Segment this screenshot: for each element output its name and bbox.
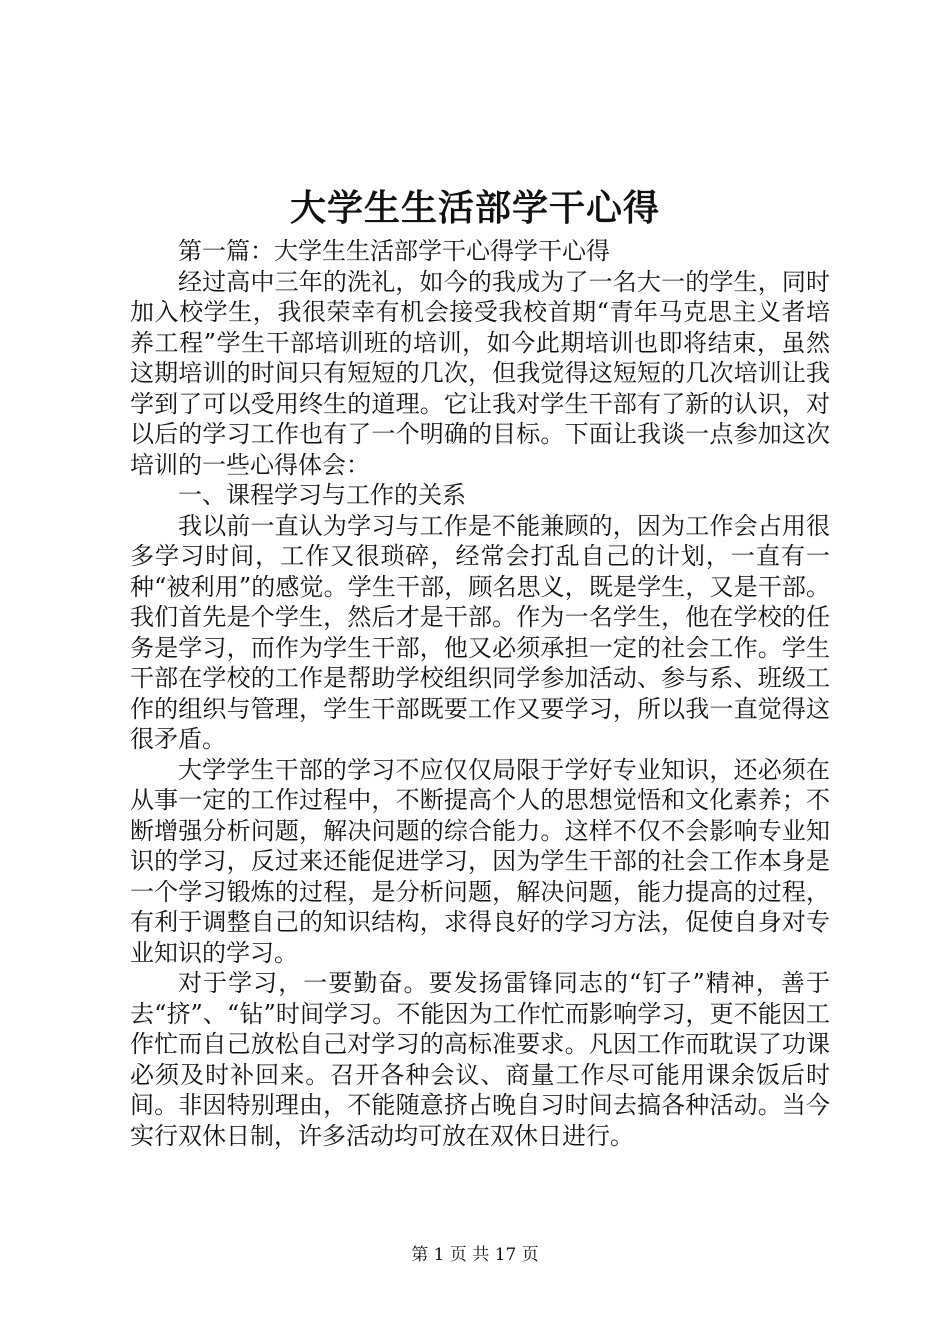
paragraph-diligence: 对于学习，一要勤奋。要发扬雷锋同志的“钉子”精神，善于去“挤”、“钻”时间学习。不能因为工作忙而影响学习，更不能因工作忙而自己放松自己对学习的高标准要求。凡因工作而耽误了功课必须及时补回来。召开各种会议、商量工作尽可能用课余饭后时间。非因特别理由，不能随意挤占晚自习时间去搞各种活动。当今实行双休日制，许多活动均可放在双休日进行。 — [130, 969, 830, 1150]
document-title: 大学生生活部学干心得 — [289, 187, 660, 229]
document-body — [130, 236, 830, 1151]
paragraph-intro: 经过高中三年的洗礼，如今的我成为了一名大一的学生，同时加入校学生，我很荣幸有机会接受我校首期“青年马克思主义者培养工程”学生干部培训班的培训，如今此期培训也即将结束，虽然这期培训的时间只有短短的几次，但我觉得这短短的几次培训让我学到了可以受用终生的道理。它让我对学生干部有了新的认识，对以后的学习工作也有了一个明确的目标。下面让我谈一点参加这次培训的一些心得体会： — [130, 267, 830, 479]
page-number-footer: 第 1 页 共 17 页 — [411, 1245, 539, 1265]
section-subtitle: 第一篇：大学生生活部学干心得学干心得 — [178, 237, 610, 265]
paragraph-learning-scope: 大学学生干部的学习不应仅仅局限于学好专业知识，还必须在从事一定的工作过程中，不断提高个人的思想觉悟和文化素养；不断增强分析问题，解决问题的综合能力。这样不仅不会影响专业知识的学习，反过来还能促进学习，因为学生干部的社会工作本身是一个学习锻炼的过程，是分析问题，解决问题，能力提高的过程，有利于调整自己的知识结构，求得良好的学习方法，促使自身对专业知识的学习。 — [130, 755, 830, 967]
paragraph-work-study: 我以前一直认为学习与工作是不能兼顾的，因为工作会占用很多学习时间，工作又很琐碎，经常会打乱自己的计划，一直有一种“被利用”的感觉。学生干部，顾名思义，既是学生，又是干部。我们首先是个学生，然后才是干部。作为一名学生，他在学校的任务是学习，而作为学生干部，他又必须承担一定的社会工作。学生干部在学校的工作是帮助学校组织同学参加活动、参与系、班级工作的组织与管理，学生干部既要工作又要学习，所以我一直觉得这很矛盾。 — [130, 511, 830, 753]
section-heading: 一、课程学习与工作的关系 — [178, 481, 466, 509]
